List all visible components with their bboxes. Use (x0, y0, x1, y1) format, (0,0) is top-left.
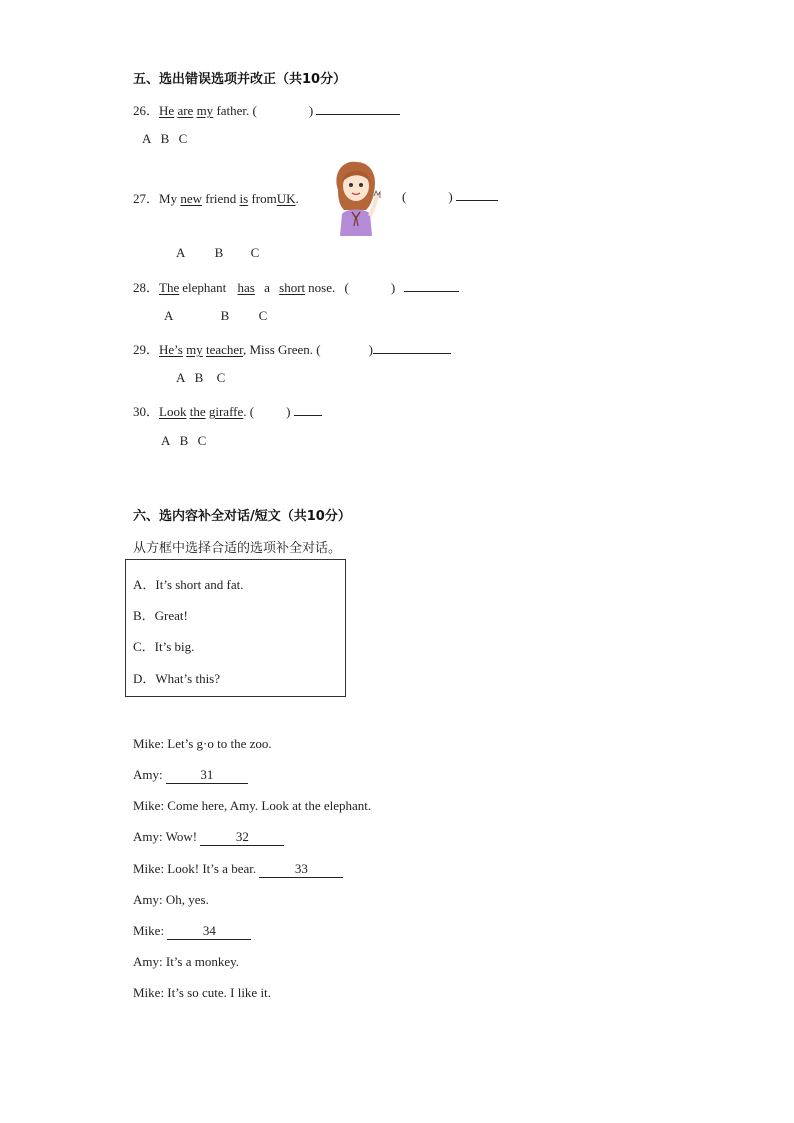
section6-title: 六、选内容补全对话/短文（共10分） (133, 509, 351, 524)
q27-option-b-word: is (239, 191, 249, 206)
question-28 (133, 277, 459, 296)
dialogue-line-7-speaker: Mike: (133, 923, 165, 938)
q27-options (176, 245, 259, 261)
q27-word-from: from (251, 191, 277, 206)
dialogue-line-5-speaker: Mike: Look! It’s a bear. (133, 861, 257, 876)
q29-label-c: C (216, 370, 226, 385)
box-option-c (133, 636, 194, 655)
q26-option-c-word: my (196, 103, 214, 118)
q26-label-b: B (160, 131, 170, 146)
q28-options (164, 308, 267, 324)
q26-label-a: A (142, 131, 152, 146)
box-option-d-text: What’s this? (155, 671, 221, 686)
box-option-d-key: D． (133, 671, 156, 686)
box-option-a-text: It’s short and fat. (155, 577, 244, 592)
q28-rest: nose. (308, 280, 336, 295)
q30-label-b: B (179, 433, 189, 448)
q29-option-a-word: He’s (159, 342, 183, 357)
blank-31[interactable]: 31 (166, 767, 248, 784)
q30-label-c: C (197, 433, 207, 448)
q29-label-b: B (194, 370, 204, 385)
q27-label-a: A (176, 245, 186, 260)
q28-close-paren: ) (390, 280, 396, 295)
q28-option-b-word: has (237, 280, 255, 295)
dialogue-line-3: Mike: Come here, Amy. Look at the elephant. (133, 798, 372, 813)
dialogue-line-1: Mike: Let’s g·o to the zoo. (133, 736, 272, 751)
q26-option-a-word: He (159, 103, 175, 118)
q28-word-elephant: elephant (182, 280, 227, 295)
q27-answer (402, 188, 498, 205)
q26-number: 26． (133, 103, 160, 118)
q29-options (176, 370, 225, 386)
blank-34[interactable]: 34 (167, 923, 251, 940)
dialogue-line-4 (133, 829, 284, 846)
question-29 (133, 339, 451, 358)
q30-answer-blank[interactable] (294, 403, 322, 416)
q29-rest: , Miss Green. ( (243, 342, 321, 357)
box-option-b-key: B． (133, 608, 155, 623)
q26-answer-blank[interactable] (316, 102, 400, 115)
q26-rest: father. ( (216, 103, 257, 118)
dialogue-line-2-speaker: Amy: (133, 767, 163, 782)
q30-label-a: A (161, 433, 171, 448)
q30-option-b-word: the (189, 404, 206, 419)
q27-label-c: C (250, 245, 260, 260)
section6-instruction: 从方框中选择合适的选项补全对话。 (133, 541, 342, 556)
q28-word-a: a (264, 280, 270, 295)
q27-answer-blank[interactable] (456, 188, 498, 201)
blank-32[interactable]: 32 (200, 829, 284, 846)
q28-option-c-word: short (279, 280, 306, 295)
q27-open-paren: ( (402, 189, 407, 204)
q29-option-c-word: teacher (205, 342, 243, 357)
q28-number: 28． (133, 280, 160, 295)
q27-label-b: B (214, 245, 224, 260)
q28-label-a: A (164, 308, 174, 323)
q29-number: 29． (133, 342, 160, 357)
dialogue-line-9: Mike: It’s so cute. I like it. (133, 985, 271, 1000)
q30-rest: . ( (243, 404, 255, 419)
box-option-d (133, 668, 220, 687)
q28-answer-blank[interactable] (404, 279, 459, 292)
box-option-c-key: C． (133, 639, 155, 654)
q28-option-a-word: The (159, 280, 180, 295)
q29-close-paren: ) (368, 342, 373, 357)
q28-label-c: C (258, 308, 268, 323)
dialogue-line-8: Amy: It’s a monkey. (133, 954, 240, 969)
q27-option-c-word: UK (276, 191, 296, 206)
question-30 (133, 401, 322, 420)
section5-title: 五、选出错误选项并改正（共10分） (133, 72, 347, 87)
q27-word-friend: friend (205, 191, 237, 206)
q30-option-c-word: giraffe (208, 404, 244, 419)
dialogue-line-4-speaker: Amy: Wow! (133, 829, 198, 844)
blank-33[interactable]: 33 (259, 861, 343, 878)
dialogue-line-6: Amy: Oh, yes. (133, 892, 209, 907)
q30-option-a-word: Look (159, 404, 187, 419)
q30-close-paren: ) (286, 404, 291, 419)
box-option-b (133, 605, 188, 624)
box-option-a (133, 574, 243, 593)
q27-option-a-word: new (180, 191, 202, 206)
q30-options (161, 433, 206, 449)
q27-word-my: My (159, 191, 178, 206)
q27-close-paren: ) (448, 189, 453, 204)
q26-options (142, 131, 187, 147)
q30-number: 30． (133, 404, 160, 419)
q28-label-b: B (220, 308, 230, 323)
question-26 (133, 100, 400, 119)
q26-option-b-word: are (177, 103, 194, 118)
dialogue-line-2 (133, 767, 248, 784)
q28-open-paren: ( (344, 280, 349, 295)
q29-option-b-word: my (186, 342, 203, 357)
q29-label-a: A (176, 370, 186, 385)
q29-answer-blank[interactable] (373, 341, 451, 354)
dialogue-line-5 (133, 861, 343, 878)
q27-number: 27． (133, 191, 160, 206)
q26-label-c: C (178, 131, 188, 146)
box-option-c-text: It’s big. (154, 639, 195, 654)
box-option-b-text: Great! (154, 608, 188, 623)
girl-illustration (330, 160, 382, 236)
dialogue-line-7 (133, 923, 251, 940)
q27-period: . (295, 191, 299, 206)
q26-close-paren: ) (308, 103, 314, 118)
box-option-a-key: A． (133, 577, 156, 592)
question-27 (133, 188, 299, 207)
